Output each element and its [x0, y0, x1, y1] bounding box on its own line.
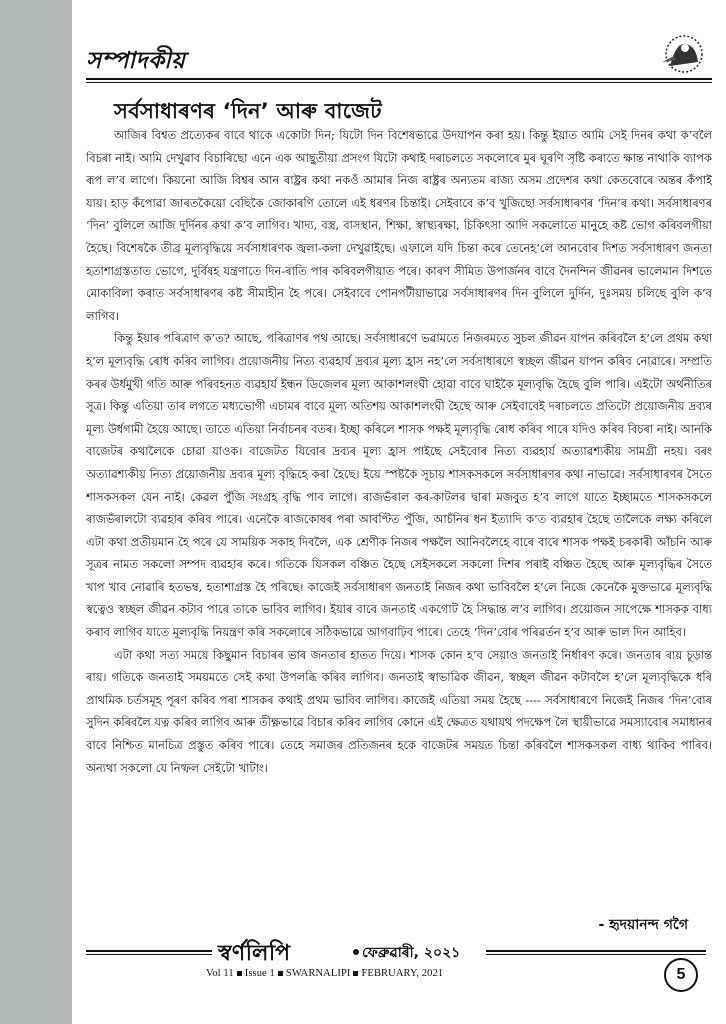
paragraph: আজিৰ বিশ্বত প্ৰত্যেকৰ বাবে থাকে একোটা দিন; যিটো দিন বিশেষভাৱে উদযাপন কৰা হয়। কিন্তু ইয়াত আমি সেই দিনৰ কথা ক’বলৈ বিচৰা নাই। আমি দেখুৱাব বিচাৰিছো এনে এক আছুতীয়া প্ৰসংগ যিটো কথাই দৰাচলতে সকলোৰে মুৰ ঘূৰণি সৃষ্টি কৰাতে ক্ষান্ত নাথাকি ব্যাপক ৰূপ ল’ব লাগে। কিয়নো আজি বিশ্বৰ আন ৰাষ্ট্ৰৰ কথা নকওঁ আমাৰ নিজ ৰাষ্ট্ৰৰ অন্যতম ৰাজ্য অসম প্ৰদেশৰ কথা কেতবোৰে অন্তৰ কঁপাই যায়। হাড় কঁপোৱা জাৰতকৈয়ো বেছিকৈ জোকাৰণি তোলে এই ধৰণৰ চিন্তাই। সেইবাবে ক’ব খুজিছো সৰ্বসাধাৰণৰ ‘দিন’ৰ কথা। সৰ্বসাধাৰণৰ ‘দিন’ বুলিলে আজি দুৰ্দিনৰ কথা ক’ব লাগিব। খাদ্য, বস্ত্ৰ, বাসস্থান, শিক্ষা, স্বাস্থ্যৰক্ষা, চিকিৎসা আদি সকলোতে মানুহে কষ্ট ভোগ কৰিবলগীয়া হৈছে। বিশেষকৈ তীব্ৰ মূল্যবৃদ্ধিয়ে সৰ্বসাধাৰণক জ্বলা-কলা দেখুৱাইছে। এফালে যদি চিন্তা কৰে তেনেহ’লে আনবোৰ দিশত সৰ্বসাধাৰণ জনতা হতাশাগ্ৰস্ততাত ভোগে, দুৰ্বিষহ যন্ত্ৰণাতে দিন-ৰাতি পাৰ কৰিবলগীয়াত পৰে। কাৰণ সীমিত উপাৰ্জনৰ বাবে দৈনন্দিন জীৱনৰ ভালেমান দিশতে মোকাবিলা কৰাত সৰ্বসাধাৰণৰ কষ্ট সীমাহীন হৈ পৰে। সেইবাবে পোনপটীয়াভাৱে সৰ্বসাধাৰণৰ দিন বুলিলে দুৰ্দিন, দুঃসময় চলিছে বুলি ক’ব লাগিব। [86, 128, 712, 323]
page [72, 0, 726, 1024]
page-number: 5 [664, 958, 698, 992]
issue-number: Issue 1 [244, 968, 275, 979]
emblem-icon [654, 32, 708, 76]
issue-date-text: ফেব্ৰুৱাৰী, ২০২১ [362, 945, 461, 961]
article-title: সৰ্বসাধাৰণৰ ‘দিন’ আৰু বাজেট [114, 99, 382, 123]
square-bullet-icon [278, 971, 283, 976]
bullet-dot-icon [353, 949, 359, 955]
publication-name: SWARNALIPI [285, 968, 351, 979]
volume-number: Vol 11 [206, 968, 234, 979]
author-name: - হৃদয়ানন্দ গগৈ [598, 917, 688, 933]
magazine-logo: স্বৰ্ণলিপি [218, 941, 291, 966]
header-rule-thin [86, 82, 712, 83]
square-bullet-icon [353, 971, 358, 976]
footer-rule-left [86, 950, 212, 952]
footer-rule-left-thin [86, 954, 212, 955]
volume-line [206, 968, 443, 979]
footer-rule-right-thin [486, 954, 706, 955]
issue-date [350, 941, 460, 965]
footer [86, 936, 712, 1006]
article-body [86, 124, 712, 914]
paragraph: এটা কথা সত্য সময়ে কিছুমান বিচাৰৰ ভাৰ জনতাৰ হাতত দিয়ে। শাসক কোন হ’ব সেয়াও জনতাই নিৰ্ধাৰণ কৰে। জনতাৰ ৰায় চূড়ান্ত ৰায়। গতিকে জনতাই সময়মতে সেই কথা উপলব্ধি কৰিব লাগিব। জনতাই স্বাভাৱিক জীৱন, স্বচ্ছল জীৱন কটাবলৈ হ’লে মূল্যবৃদ্ধিকে ধৰি প্ৰাথমিক চৰ্তসমূহ পূৰণ কৰিব পৰা শাসকৰ কথাই প্ৰথম ভাবিব লাগিব। কাজেই এতিয়া সময় হৈছে ---- সৰ্বসাধাৰণে নিজেই নিজৰ ‘দিন’বোৰ সুদিন কৰিবলৈ যত্ন কৰিব লাগিব আৰু তীক্ষ্ণভাৱে বিচাৰ কৰিব লাগিব কোনে এই ক্ষেত্ৰত যথাযথ পদক্ষেপ লৈ স্থায়ীভাৱে সমস্যাবোৰ সমাধানৰ বাবে নিশ্চিত মানচিত্ৰ প্ৰস্তুত কৰিব পাৰে। তেহে সমাজৰ প্ৰতিজনৰ হকে বাজেটৰ সময়ত চিন্তা কৰিবলৈ শাসকসকল বাধ্য থাকিব পাৰিব। অন্যথা সকলো যে নিষ্ফল সেইটো খাটাং। [86, 647, 712, 775]
publication-month: FEBRUARY, 2021 [361, 968, 444, 979]
section-header [86, 38, 712, 88]
header-rule [86, 78, 712, 80]
footer-rule-right [486, 950, 706, 952]
section-label: সম্পাদকীয় [86, 47, 186, 74]
square-bullet-icon [237, 971, 242, 976]
paragraph: কিন্তু ইয়াৰ পৰিত্ৰাণ ক’ত? আছে, পৰিত্ৰাণৰ পথ আছে। সৰ্বসাধাৰণে ভৱামতে নিজৰমতে সুচল জীৱন যাপন কৰিবলৈ হ’লে প্ৰথম কথা হ’ল মূল্যবৃদ্ধি ৰোধ কৰিব লাগিব। প্ৰয়োজনীয় নিত্য ব্যৱহাৰ্য দ্ৰব্যৰ মূল্য হ্ৰাস নহ’লে সৰ্বসাধাৰণে স্বচ্ছল জীৱন যাপন কৰিব নোৱাৰে। সম্প্ৰতি কৰৰ উৰ্ধমুখী গতি আৰু পৰিবহনত ব্যৱহাৰ্য ইন্ধন ডিজেলৰ মূল্য আকাশলংঘী হোৱা বাবে ঘাইকৈ মূল্যবৃদ্ধি হৈছে বুলি পাৰি। এইটো অৰ্থনীতিৰ সূত্ৰ। কিন্তু এতিয়া তাৰ লগতে মধ্যভোগী এচামৰ বাবে মূল্য অতিশয় আকাশলংঘী হৈছে আৰু সেইবাবেই দৰাচলতে প্ৰতিটো প্ৰয়োজনীয় দ্ৰব্যৰ মূল্য উৰ্ধগামী হৈয়ে আছে। তাতে এতিয়া নিৰ্বাচনৰ বতৰ। ইচ্ছা কৰিলে শাসক পক্ষই মূল্যবৃদ্ধি ৰোধ কৰিব পাৰে যদিও কৰিব বিচৰা নাই। আনকি বাজেটৰ কথালৈকে চোৱা যাওক। বাজেটত যিবোৰ দ্ৰব্যৰ মূল্য হ্ৰাস পাইছে সেইবোৰ নিত্য ব্যৱহাৰ্য অত্যাৱশ্যকীয় সামগ্ৰী নহয়। বৰং অত্যাৱশ্যকীয় নিত্য প্ৰয়োজনীয় দ্ৰব্যৰ মূল্য বৃদ্ধিহে কৰা হৈছে। ইয়ে স্পষ্টকৈ সূচায় শাসকসকলে সৰ্বসাধাৰণৰ কথা নাভাৱে। সৰ্বসাধাৰণৰ সৈতে শাসকসকল যেন নাই। কেৱল পুঁজি সংগ্ৰহ বৃদ্ধি পাব লাগে। ৰাজভঁৰাল কৰ-কাটলৰ দ্বাৰা মজবুত হ’ব লাগে যাতে ইচ্ছামতে শাসকসকলে ৰাজভঁৰালটো ব্যৱহাৰ কৰিব পাৰে। এনেকৈ ৰাজকোষৰ পৰা আবণ্টিত পুঁজি, আচঁনিৰ ধন ইত্যাদি ক’ত ব্যৱহাৰ হৈছে তালৈকে লক্ষ্য কৰিলে এটা কথা প্ৰতীয়মান হৈ পৰে যে সাময়িক সকাহ দিবলৈ, এক শ্ৰেণীক নিজৰ পক্ষলৈ আনিবলৈহে বাৰে বাৰে শাসক পক্ষই চৰকাৰী আঁচনি আৰু সূত্ৰৰ নামত সকলো সম্পদ ব্যৱহাৰ কৰে। গতিকে যিসকল বঞ্চিত হৈছে সেইসকলে সকলো দিশৰ পৰাই বঞ্চিত হৈছে আৰু মূল্যবৃদ্ধিৰ সৈতে খাপ খাব নোৱাৰি হতভম্ব, হতাশাগ্ৰস্ত হৈ পৰিছে। কাজেই সৰ্বসাধাৰণ জনতাই নিজৰ কথা ভাবিবলৈ হ’লে নিজে কেনেকৈ মুক্তভাৱে মূল্যবৃদ্ধি স্বত্বেও স্বচ্ছল জীৱন কটাব পাৰে তাকে ভাবিব লাগিব। ইয়াৰ বাবে জনতাই একগোট হৈ সিদ্ধান্ত ল’ব লাগিব। প্ৰয়োজন সাপেক্ষে শাসকক বাধ্য কৰাব লাগিব যাতে মূল্যবৃদ্ধি নিয়ন্ত্ৰণ কৰি সকলোৰে সঠিকভাৱে আগবাঢ়িব পাৰে। তেহে ‘দিন’বোৰ পৰিৱৰ্তন হ’ব আৰু ভাল দিন আহিব। [86, 331, 712, 640]
side-color-strip [0, 0, 72, 1024]
